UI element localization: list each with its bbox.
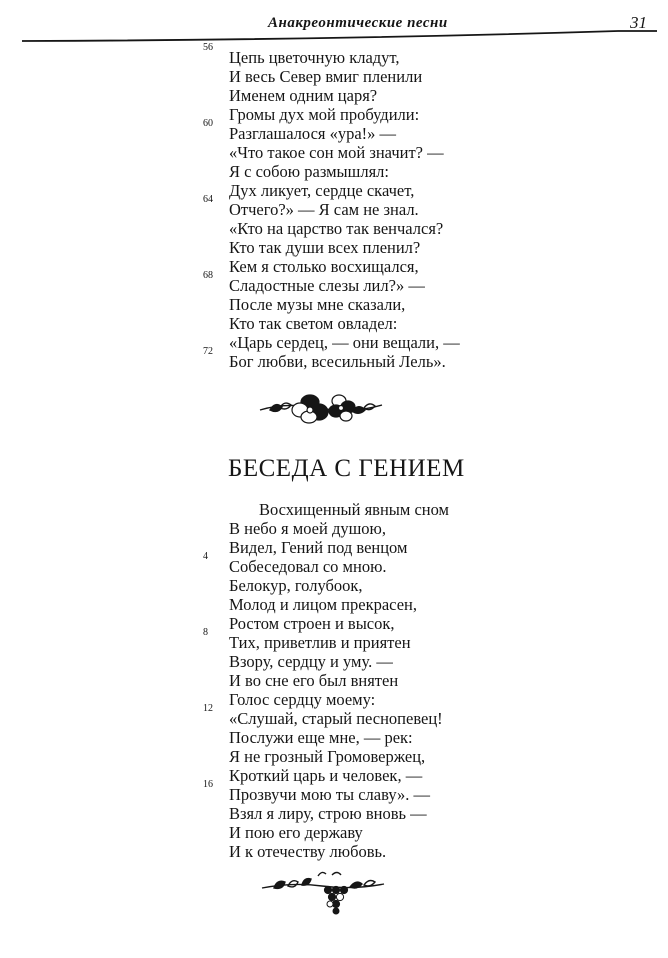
verse-line xyxy=(203,766,449,785)
verse-line xyxy=(203,86,460,105)
verse-text: Молод и лицом прекрасен, xyxy=(229,595,417,614)
verse-line xyxy=(203,703,449,728)
verse-text: И весь Север вмиг пленили xyxy=(229,67,423,86)
verse-line xyxy=(203,595,449,614)
line-number: 64 xyxy=(203,194,213,205)
line-number: 72 xyxy=(203,346,213,357)
verse-line xyxy=(203,538,449,557)
verse-text: Восхищенный явным сном xyxy=(259,500,449,519)
running-title: Анакреонтические песни xyxy=(268,15,448,31)
verse-line xyxy=(203,823,449,842)
verse-line xyxy=(203,219,460,238)
verse-text: И во сне его был внятен xyxy=(229,671,399,690)
verse-line xyxy=(203,551,449,576)
verse-text: Тих, приветлив и приятен xyxy=(229,633,411,652)
verse-line xyxy=(203,295,460,314)
verse-line xyxy=(203,238,460,257)
verse-line xyxy=(203,576,449,595)
verse-text: «Слушай, старый песнопевец! xyxy=(229,709,443,728)
verse-text: Сладостные слезы лил?» — xyxy=(229,276,425,295)
verse-line xyxy=(203,614,449,633)
verse-line xyxy=(203,118,460,143)
verse-text: «Что такое сон мой значит? — xyxy=(229,143,444,162)
verse-text: «Кто на царство так венчался? xyxy=(229,219,444,238)
verse-text: И к отечеству любовь. xyxy=(229,842,387,861)
verse-text: Взял я лиру, строю вновь — xyxy=(229,804,427,823)
verse-text: После музы мне сказали, xyxy=(229,295,406,314)
verse-text: Я с собою размышлял: xyxy=(229,162,389,181)
verse-text: Взору, сердцу и уму. — xyxy=(229,652,393,671)
verse-text: Отчего?» — Я сам не знал. xyxy=(229,200,419,219)
verse-line xyxy=(203,652,449,671)
verse-text: Громы дух мой пробудили: xyxy=(229,105,420,124)
verse-line xyxy=(203,143,460,162)
verse-line xyxy=(203,270,460,295)
verse-text: Послужи еще мне, — рек: xyxy=(229,728,413,747)
verse-line xyxy=(203,314,460,333)
verse-line xyxy=(203,728,449,747)
verse-line xyxy=(203,500,449,519)
verse-text: Кроткий царь и человек, — xyxy=(229,766,423,785)
verse-text: Дух ликует, сердце скачет, xyxy=(229,181,415,200)
verse-text: Цепь цветочную кладут, xyxy=(229,48,400,67)
line-number: 16 xyxy=(203,779,213,790)
poem-title: БЕСЕДА С ГЕНИЕМ xyxy=(228,455,465,482)
line-number: 56 xyxy=(203,42,213,53)
verse-text: Именем одним царя? xyxy=(229,86,378,105)
line-number: 12 xyxy=(203,703,213,714)
line-number: 8 xyxy=(203,627,208,638)
page-number: 31 xyxy=(630,13,647,32)
line-number: 4 xyxy=(203,551,208,562)
verse-line xyxy=(203,519,449,538)
verse-text: Кто так души всех пленил? xyxy=(229,238,421,257)
verse-line xyxy=(203,779,449,804)
verse-text: Я не грозный Громовержец, xyxy=(229,747,426,766)
verse-text: Собеседовал со мною. xyxy=(229,557,387,576)
verse-text: Белокур, голубоок, xyxy=(229,576,363,595)
verse-line xyxy=(203,181,460,200)
verse-text: Бог любви, всесильный Лель». xyxy=(229,352,446,371)
verse-line xyxy=(203,747,449,766)
verse-text: Видел, Гений под венцом xyxy=(229,538,408,557)
line-number: 68 xyxy=(203,270,213,281)
verse-line xyxy=(203,627,449,652)
verse-text: Прозвучи мою ты славу». — xyxy=(229,785,430,804)
page-header xyxy=(0,0,668,50)
verse-line xyxy=(203,105,460,124)
verse-line xyxy=(203,346,460,371)
verse-line xyxy=(203,671,449,690)
verse-line xyxy=(203,333,460,352)
verse-line xyxy=(203,67,460,86)
grape-ornament-icon xyxy=(258,868,388,918)
flower-ornament-icon xyxy=(256,386,386,428)
verse-line xyxy=(203,690,449,709)
verse-text: Кто так светом овладел: xyxy=(229,314,398,333)
poem-continuation xyxy=(203,42,460,371)
verse-line xyxy=(203,804,449,823)
line-number: 60 xyxy=(203,118,213,129)
verse-text: Ростом строен и высок, xyxy=(229,614,395,633)
verse-text: «Царь сердец, — они вещали, — xyxy=(229,333,460,352)
poem-beseda-s-geniem xyxy=(203,500,449,861)
verse-text: Разглашалося «ура!» — xyxy=(229,124,397,143)
verse-text: Голос сердцу моему: xyxy=(229,690,376,709)
verse-text: В небо я моей душою, xyxy=(229,519,386,538)
verse-line xyxy=(203,162,460,181)
verse-text: И пою его державу xyxy=(229,823,363,842)
verse-line xyxy=(203,194,460,219)
verse-line xyxy=(203,42,460,67)
verse-line xyxy=(203,842,449,861)
verse-text: Кем я столько восхищался, xyxy=(229,257,419,276)
verse-line xyxy=(203,257,460,276)
